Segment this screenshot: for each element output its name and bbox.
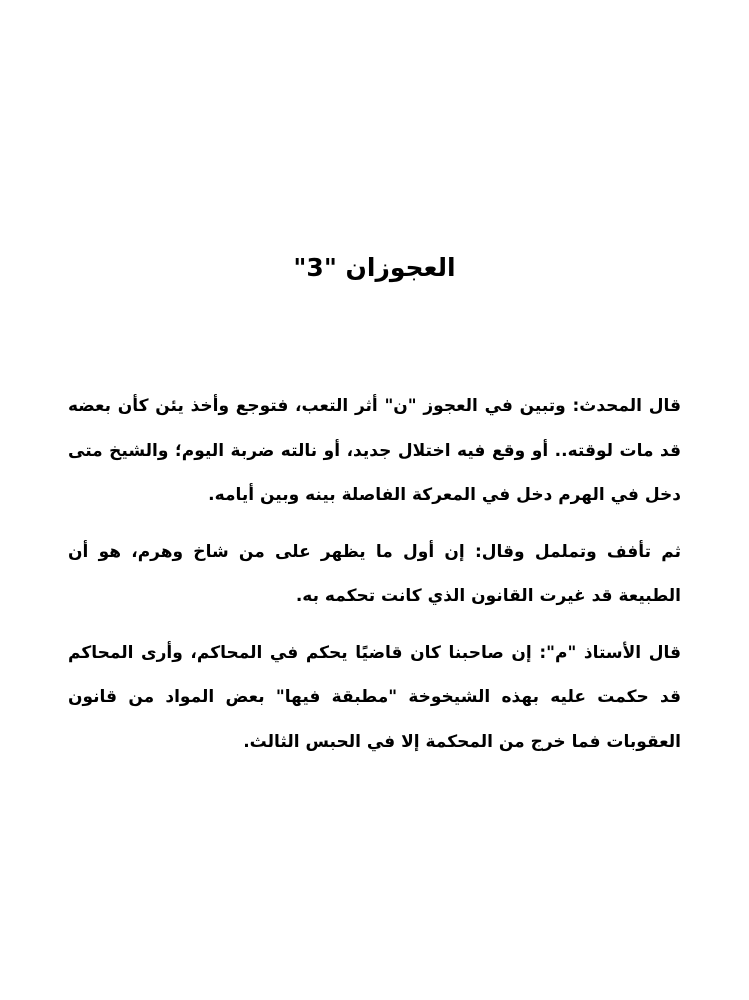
paragraph-2: ثم تأفف وتململ وقال: إن أول ما يظهر على من شاخ وهرم، هو أن الطبيعة قد غيرت القانون الذي كانت تحكمه به.: [68, 541, 681, 606]
paragraph-3: قال الأستاذ "م": إن صاحبنا كان قاضيًا يحكم في المحاكم، وأرى المحاكم قد حكمت عليه بهذه الشيخوخة "مطبقة فيها" بعض المواد من قانون العقوبات فما خرج من المحكمة إلا في الحبس الثالث.: [68, 642, 681, 752]
paragraph-1: قال المحدث: وتبين في العجوز "ن" أثر التعب، فتوجع وأخذ يئن كأن بعضه قد مات لوقته.. أو وقع فيه اختلال جديد، أو نالته ضربة اليوم؛ والشيخ متى دخل في الهرم دخل في المعركة الفاصلة بينه وبين أيامه.: [68, 396, 681, 505]
page-title: العجوزان "3": [293, 253, 456, 282]
document-body: [68, 384, 681, 776]
